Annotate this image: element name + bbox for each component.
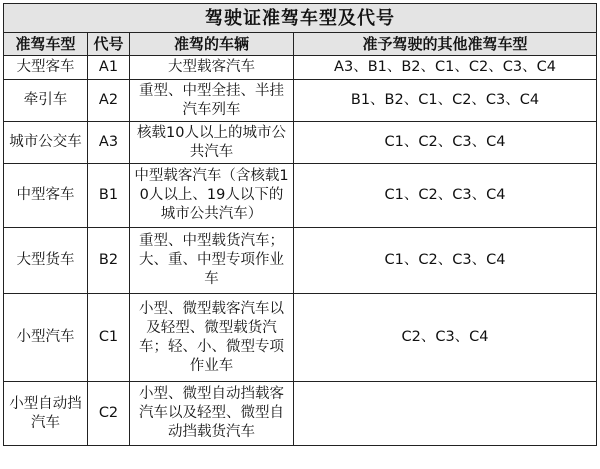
- table-row-b1: [4, 164, 597, 228]
- row-vehicles: 重型、中型载货汽车；大、重、中型专项作业车: [130, 228, 294, 294]
- row-type: 小型自动挡汽车: [4, 382, 88, 446]
- table-row-c1: [4, 294, 597, 382]
- row-code: C2: [88, 382, 130, 446]
- row-type: 中型客车: [4, 164, 88, 228]
- table-row-a1: [4, 56, 597, 80]
- table-row-a3: [4, 122, 597, 164]
- row-vehicles: 中型载客汽车（含核载10人以上、19人以下的城市公共汽车）: [130, 164, 294, 228]
- row-type: 大型货车: [4, 228, 88, 294]
- table-row-b2: [4, 228, 597, 294]
- title-row: [4, 4, 597, 33]
- header-row: [4, 33, 597, 56]
- row-vehicles: 小型、微型自动挡载客汽车以及轻型、微型自动挡载货汽车: [130, 382, 294, 446]
- header-code: 代号: [88, 33, 130, 56]
- row-type: 牵引车: [4, 80, 88, 122]
- row-code: A2: [88, 80, 130, 122]
- row-type: 城市公交车: [4, 122, 88, 164]
- header-others: 准予驾驶的其他准驾车型: [294, 33, 597, 56]
- row-code: B2: [88, 228, 130, 294]
- row-vehicles: 小型、微型载客汽车以及轻型、微型载货汽车；轻、小、微型专项作业车: [130, 294, 294, 382]
- row-vehicles: 核载10人以上的城市公共汽车: [130, 122, 294, 164]
- row-vehicles: 大型载客汽车: [130, 56, 294, 80]
- row-type: 小型汽车: [4, 294, 88, 382]
- row-others: C1、C2、C3、C4: [294, 164, 597, 228]
- license-class-table-sheet: [3, 3, 597, 466]
- row-code: A3: [88, 122, 130, 164]
- row-others: A3、B1、B2、C1、C2、C3、C4: [294, 56, 597, 80]
- table-row-c2: [4, 382, 597, 446]
- row-others: C2、C3、C4: [294, 294, 597, 382]
- header-vehicles: 准驾的车辆: [130, 33, 294, 56]
- row-code: A1: [88, 56, 130, 80]
- row-others: [294, 382, 597, 446]
- row-code: B1: [88, 164, 130, 228]
- header-type: 准驾车型: [4, 33, 88, 56]
- row-code: C1: [88, 294, 130, 382]
- row-type: 大型客车: [4, 56, 88, 80]
- row-vehicles: 重型、中型全挂、半挂汽车列车: [130, 80, 294, 122]
- table-row-a2: [4, 80, 597, 122]
- license-class-table: [3, 3, 597, 446]
- row-others: B1、B2、C1、C2、C3、C4: [294, 80, 597, 122]
- table-title: 驾驶证准驾车型及代号: [4, 4, 597, 33]
- row-others: C1、C2、C3、C4: [294, 228, 597, 294]
- row-others: C1、C2、C3、C4: [294, 122, 597, 164]
